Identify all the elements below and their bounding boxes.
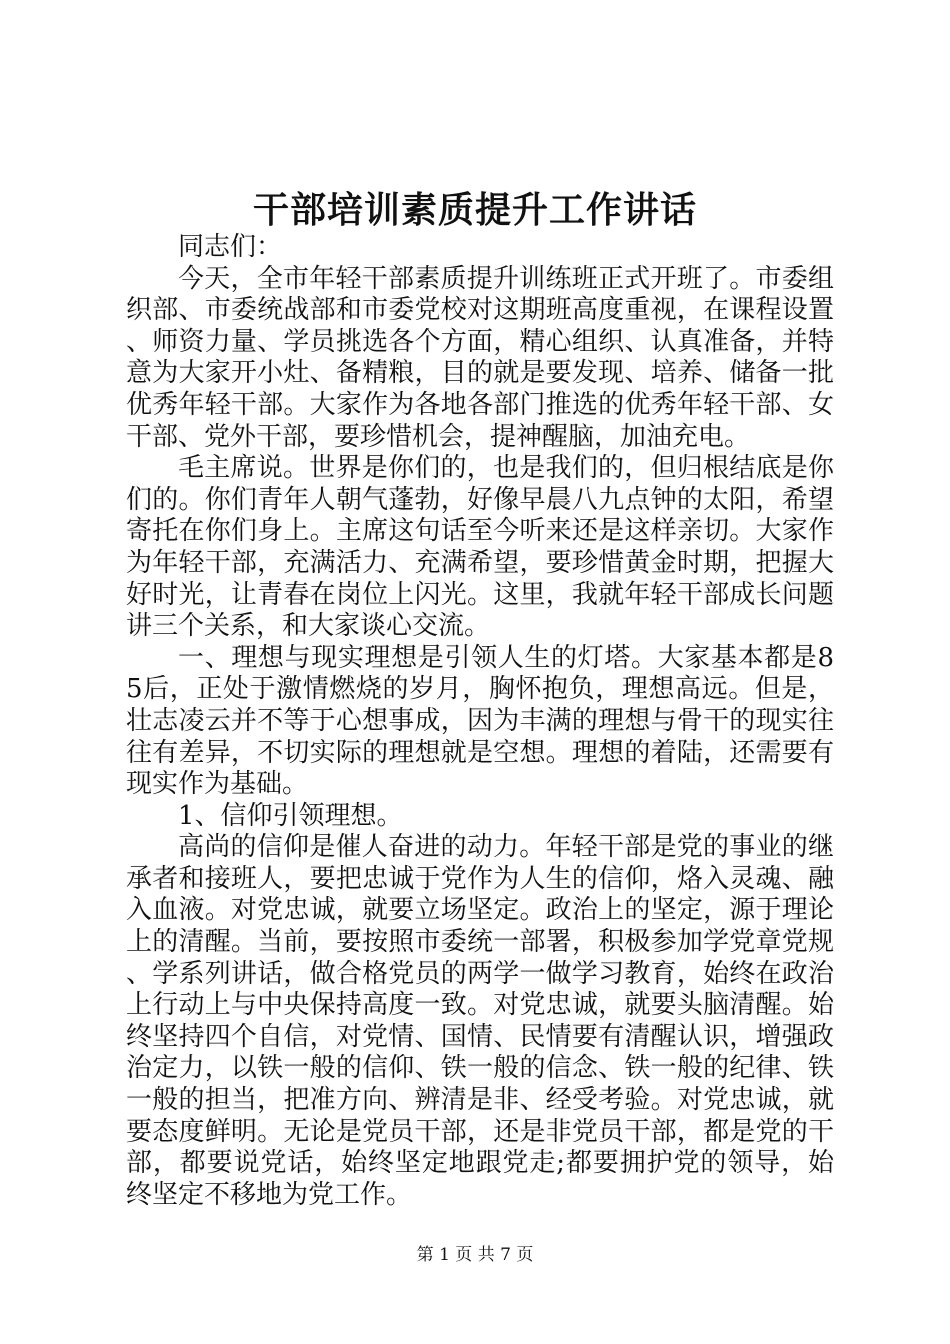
- opening-paragraph: 今天，全市年轻干部素质提升训练班正式开班了。市委组织部、市委统战部和市委党校对这期班高度重视，在课程设置、师资力量、学员挑选各个方面，精心组织、认真准备，并特意为大家开小灶、备精粮，目的就是要发现、培养、储备一批优秀年轻干部。大家作为各地各部门推选的优秀年轻干部、女干部、党外干部，要珍惜机会，提神醒脑，加油充电。: [126, 263, 834, 452]
- section-one-paragraph: 一、理想与现实理想是引领人生的灯塔。大家基本都是85后，正处于激情燃烧的岁月，胸怀抱负，理想高远。但是，壮志凌云并不等于心想事成，因为丰满的理想与骨干的现实往往有差异，不切实际的理想就是空想。理想的着陆，还需要有现实作为基础。: [126, 642, 834, 800]
- document-title: 干部培训素质提升工作讲话: [252, 189, 697, 231]
- document-body: [126, 232, 834, 1211]
- page-number: 第 1 页 共 7 页: [416, 1245, 534, 1265]
- salutation-paragraph: 同志们：: [178, 232, 283, 262]
- subheading-paragraph: 1、信仰引领理想。: [178, 800, 403, 831]
- quote-paragraph: 毛主席说。世界是你们的，也是我们的，但归根结底是你们的。你们青年人朝气蓬勃，好像早晨八九点钟的太阳，希望寄托在你们身上。主席这句话至今听来还是这样亲切。大家作为年轻干部，充满活力、充满希望，要珍惜黄金时期，把握大好时光，让青春在岗位上闪光。这里，我就年轻干部成长问题讲三个关系，和大家谈心交流。: [126, 453, 834, 642]
- belief-paragraph: 高尚的信仰是催人奋进的动力。年轻干部是党的事业的继承者和接班人，要把忠诚于党作为人生的信仰，烙入灵魂、融入血液。对党忠诚，就要立场坚定。政治上的坚定，源于理论上的清醒。当前，要按照市委统一部署，积极参加学党章党规、学系列讲话，做合格党员的两学一做学习教育，始终在政治上行动上与中央保持高度一致。对党忠诚，就要头脑清醒。始终坚持四个自信，对党情、国情、民情要有清醒认识，增强政治定力，以铁一般的信仰、铁一般的信念、铁一般的纪律、铁一般的担当，把准方向、辨清是非、经受考验。对党忠诚，就要态度鲜明。无论是党员干部，还是非党员干部，都是党的干部，都要说党话，始终坚定地跟党走;都要拥护党的领导，始终坚定不移地为党工作。: [126, 832, 834, 1210]
